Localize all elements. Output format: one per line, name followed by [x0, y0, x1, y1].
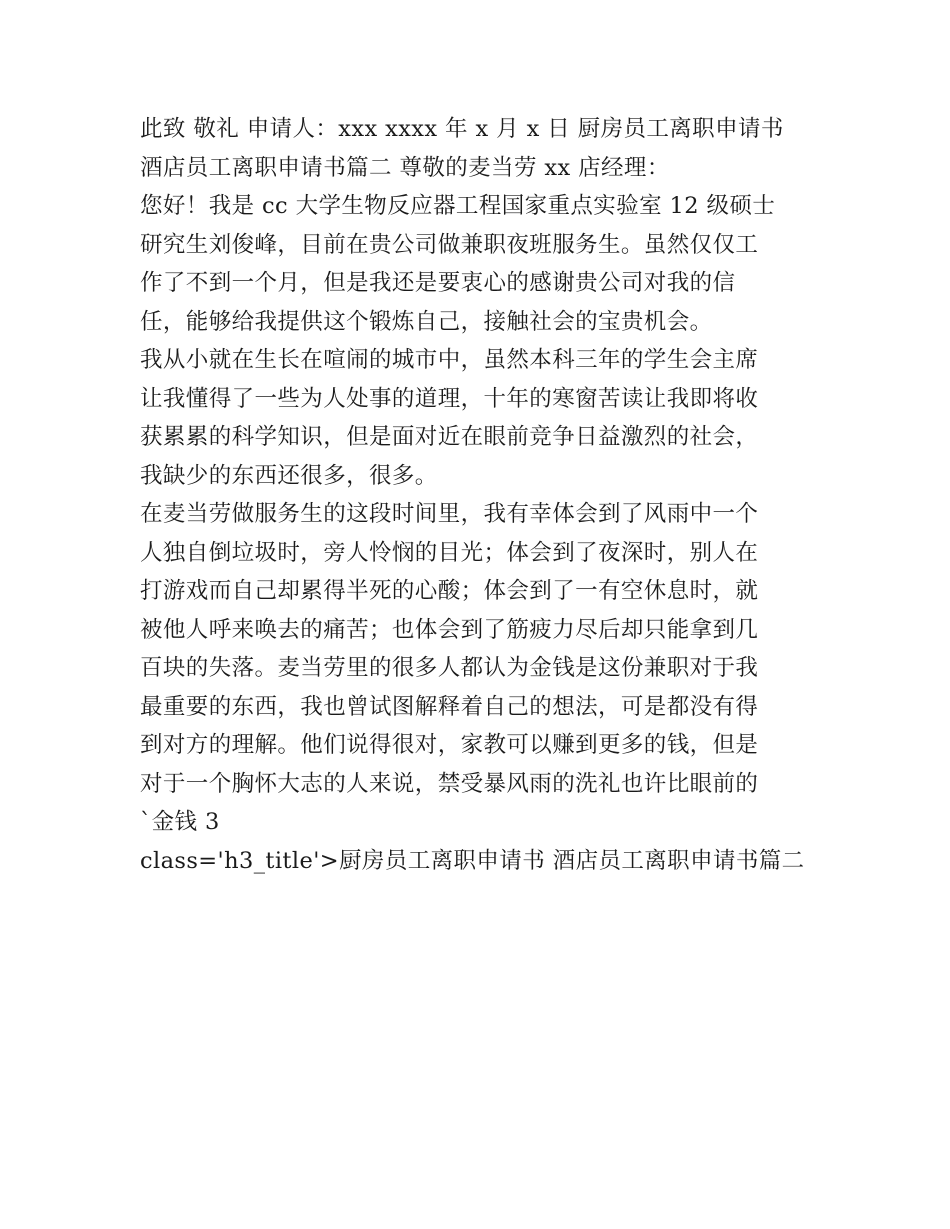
text-line: 您好！我是 cc 大学生物反应器工程国家重点实验室 12 级硕士	[140, 193, 776, 219]
text-line: class='h3_title'>厨房员工离职申请书 酒店员工离职申请书篇二	[140, 847, 805, 874]
text-line: 最重要的东西，我也曾试图解释着自己的想法，可是都没有得	[140, 693, 759, 720]
document-body	[140, 110, 820, 880]
text-line: 到对方的理解。他们说得很对，家教可以赚到更多的钱，但是	[140, 732, 759, 758]
text-line: 我缺少的东西还很多，很多。	[140, 462, 438, 489]
text-line: 让我懂得了一些为人处事的道理，十年的寒窗苦读让我即将收	[140, 385, 759, 412]
text-line: 打游戏而自己却累得半死的心酸；体会到了一有空休息时，就	[140, 578, 759, 604]
text-line: 在麦当劳做服务生的这段时间里，我有幸体会到了风雨中一个	[140, 501, 759, 527]
text-line: 人独自倒垃圾时，旁人怜悯的目光；体会到了夜深时，别人在	[140, 539, 759, 566]
text-line: 作了不到一个月，但是我还是要衷心的感谢贵公司对我的信	[140, 270, 736, 296]
text-line: 此致 敬礼 申请人：xxx xxxx 年 x 月 x 日 厨房员工离职申请书	[140, 116, 784, 142]
text-line: 酒店员工离职申请书篇二 尊敬的麦当劳 xx 店经理：	[140, 154, 670, 181]
text-line: 对于一个胸怀大志的人来说，禁受暴风雨的洗礼也许比眼前的	[140, 770, 759, 797]
text-line: 获累累的科学知识，但是面对近在眼前竞争日益激烈的社会，	[140, 424, 759, 450]
text-line: 我从小就在生长在喧闹的城市中，虽然本科三年的学生会主席	[140, 347, 759, 373]
text-line: 研究生刘俊峰，目前在贵公司做兼职夜班服务生。虽然仅仅工	[140, 231, 759, 258]
text-line: 任，能够给我提供这个锻炼自己，接触社会的宝贵机会。	[140, 308, 713, 335]
text-line: 百块的失落。麦当劳里的很多人都认为金钱是这份兼职对于我	[140, 655, 759, 681]
text-line: `金钱 3	[140, 809, 220, 835]
text-line: 被他人呼来唤去的痛苦；也体会到了筋疲力尽后却只能拿到几	[140, 616, 759, 643]
